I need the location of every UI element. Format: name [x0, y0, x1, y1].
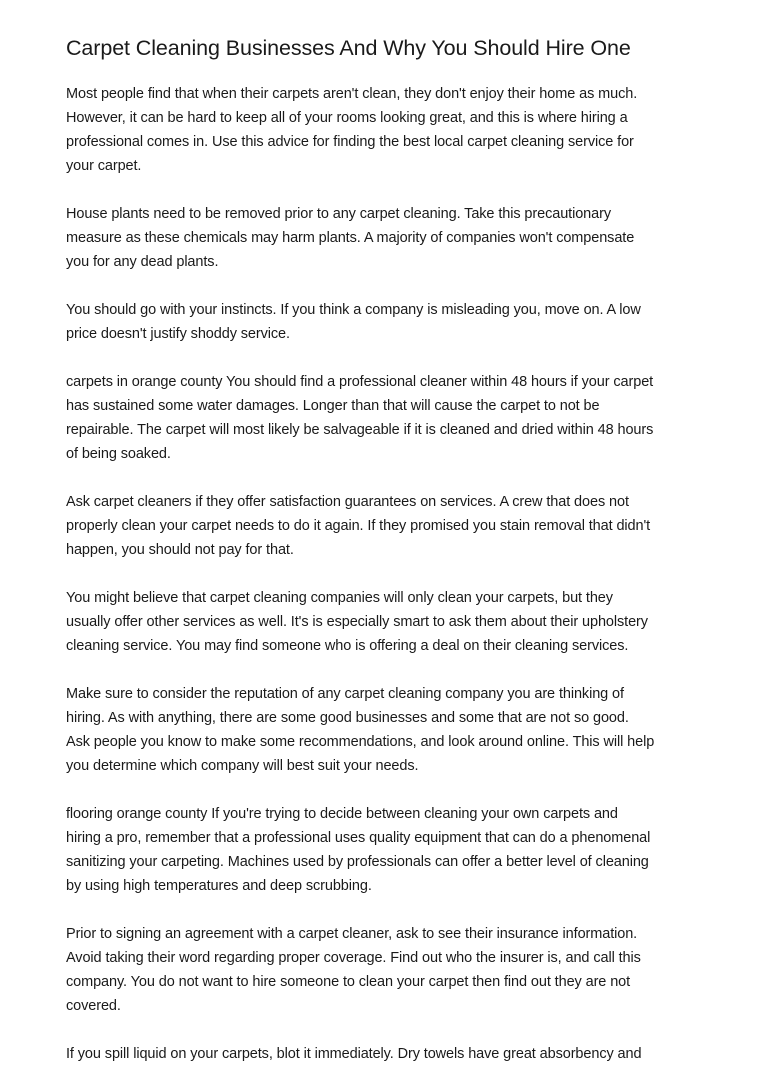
text-line: properly clean your carpet needs to do it again. If they promised you stain removal that didn't	[66, 518, 651, 534]
paragraph-10	[66, 1042, 718, 1066]
text-line: Prior to signing an agreement with a carpet cleaner, ask to see their insurance information.	[66, 926, 638, 942]
text-line: professional comes in. Use this advice for finding the best local carpet cleaning service for	[66, 134, 634, 150]
text-line: flooring orange county If you're trying to decide between cleaning your own carpets and	[66, 806, 618, 822]
text-line: you determine which company will best suit your needs.	[66, 758, 419, 774]
text-line: happen, you should not pay for that.	[66, 542, 294, 558]
text-line: Avoid taking their word regarding proper coverage. Find out who the insurer is, and call this	[66, 950, 641, 966]
text-line: You should go with your instincts. If you think a company is misleading you, move on. A low	[66, 302, 641, 318]
document-title: Carpet Cleaning Businesses And Why You Should Hire One	[66, 36, 631, 60]
text-line: sanitizing your carpeting. Machines used by professionals can offer a better level of cleaning	[66, 854, 649, 870]
text-line: hiring. As with anything, there are some good businesses and some that are not so good.	[66, 710, 629, 726]
text-line: usually offer other services as well. It's is especially smart to ask them about their upholstery	[66, 614, 648, 630]
paragraph-4	[66, 370, 718, 466]
text-line: Make sure to consider the reputation of any carpet cleaning company you are thinking of	[66, 686, 624, 702]
text-line: Ask people you know to make some recommendations, and look around online. This will help	[66, 734, 655, 750]
text-line: If you spill liquid on your carpets, blot it immediately. Dry towels have great absorbency and	[66, 1046, 642, 1062]
text-line: carpets in orange county You should find a professional cleaner within 48 hours if your carpet	[66, 374, 654, 390]
text-line: Ask carpet cleaners if they offer satisfaction guarantees on services. A crew that does not	[66, 494, 629, 510]
text-line: your carpet.	[66, 158, 142, 174]
text-line: company. You do not want to hire someone to clean your carpet then find out they are not	[66, 974, 631, 990]
paragraph-5	[66, 490, 718, 562]
text-line: You might believe that carpet cleaning companies will only clean your carpets, but they	[66, 590, 613, 606]
text-line: cleaning service. You may find someone who is offering a deal on their cleaning services.	[66, 638, 629, 654]
text-line: hiring a pro, remember that a professional uses quality equipment that can do a phenomenal	[66, 830, 651, 846]
text-line: has sustained some water damages. Longer than that will cause the carpet to not be	[66, 398, 600, 414]
text-line: of being soaked.	[66, 446, 171, 462]
text-line: covered.	[66, 998, 121, 1014]
paragraph-8	[66, 802, 718, 898]
paragraph-7	[66, 682, 718, 778]
paragraph-1	[66, 82, 718, 178]
paragraph-9	[66, 922, 718, 1018]
paragraph-6	[66, 586, 718, 658]
text-line: measure as these chemicals may harm plants. A majority of companies won't compensate	[66, 230, 635, 246]
text-line: by using high temperatures and deep scrubbing.	[66, 878, 372, 894]
text-line: price doesn't justify shoddy service.	[66, 326, 290, 342]
text-line: Most people find that when their carpets aren't clean, they don't enjoy their home as much.	[66, 86, 638, 102]
paragraph-3	[66, 298, 718, 346]
text-line: House plants need to be removed prior to any carpet cleaning. Take this precautionary	[66, 206, 611, 222]
text-line: repairable. The carpet will most likely be salvageable if it is cleaned and dried within 48 hours	[66, 422, 654, 438]
text-line: you for any dead plants.	[66, 254, 219, 270]
text-line: However, it can be hard to keep all of your rooms looking great, and this is where hiring a	[66, 110, 628, 126]
paragraph-2	[66, 202, 718, 274]
